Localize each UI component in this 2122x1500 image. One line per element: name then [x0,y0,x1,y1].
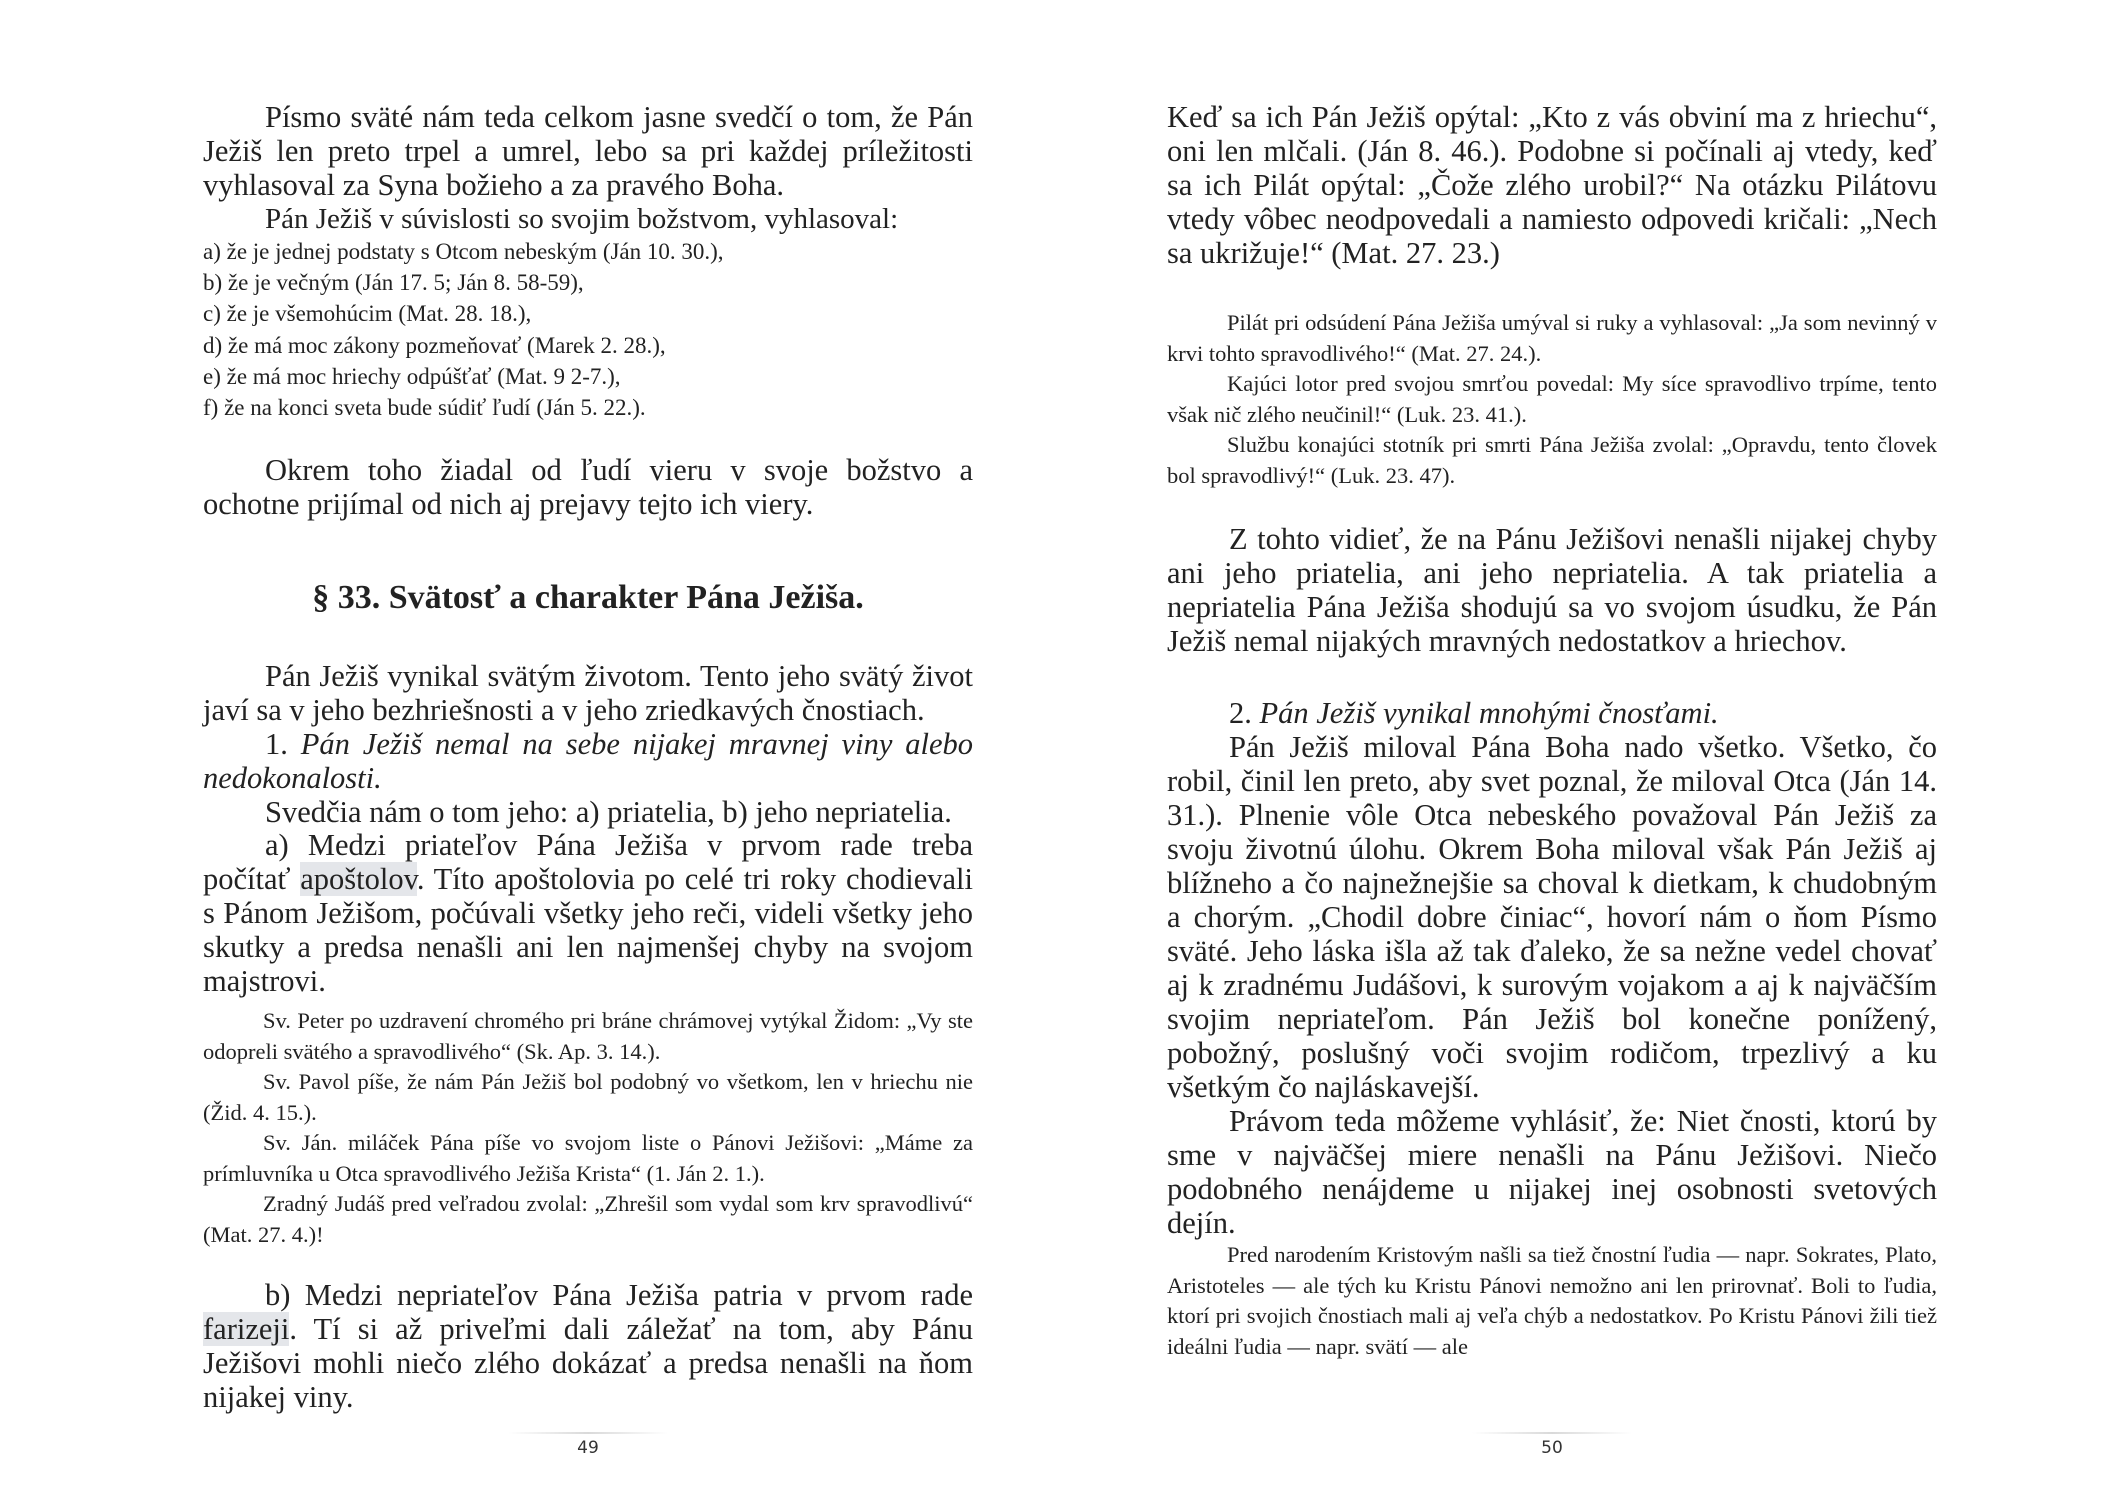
divinity-list [203,236,973,423]
enemies-text-end: . Tí si až priveľmi dali záležať na tom, aby Pánu Ježišovi mohli niečo zlého dokázať a predsa nenašli na ňom nijakej viny. [203,1312,973,1414]
right-page [1167,0,1937,1500]
page-number: 50 [1541,1438,1563,1458]
friends-block [203,828,973,998]
friends-notes [203,1006,973,1250]
list-item: a) že je jednej podstaty s Otcom nebeským (Ján 10. 30.), [203,239,724,264]
point-number: 1. [265,727,301,761]
footer-rule [508,1432,668,1434]
conclusion-block [1167,522,1937,658]
enemies-paragraph [203,1278,973,1414]
list-item: b) že je večným (Ján 17. 5; Ján 8. 58-59), [203,270,584,296]
friends-text-end: . Títo apoštolovia po celé tri roky chodievali s Pánom Ježišom, počúvali všetky jeho reči, videli všetky jeho skutky a predsa nenašli ani len najmenšej chyby na svojom majstrovi. [203,862,973,998]
section-heading: § 33. Svätosť a charakter Pána Ježiša. [312,579,864,616]
note-thief: Kajúci lotor pred svojou smrťou povedal: My síce spravodlivo trpíme, tento však nič zlého neučinil!“ (Luk. 23. 41.). [1167,371,1937,427]
virtues-paragraph: Pán Ježiš miloval Pána Boha nado všetko. Všetko, čo robil, činil len preto, aby svet poznal, že miloval Otca (Ján 14. 31.). Plnenie vôle Otca nebeského považoval Pán Ježiš za svoju životnú úlohu. Okrem Boha miloval však Pán Ježiš aj blížneho a čo najnežnejšie sa choval k dietkam, k chudobným a chorým. „Chodil dobre činiac“, hovorí nám o ňom Písmo sväté. Jeho láska išla až tak ďaleko, že sa nežne vedel chovať aj k zradnému Judášovi, k surovým vojakom a aj k najväčším svojim nepriateľom. Pán Ježiš bol konečne ponížený, pobožný, poslušný voči svojim rodičom, trpezlivý a ku všetkým čo najláskavejší. [1167,730,1937,1104]
intro-paragraph: Písmo sväté nám teda celkom jasne svedčí o tom, že Pán Ježiš len preto trpel a umrel, lebo sa pri každej príležitosti vyhlasoval za Syna božieho a za pravého Boha. [203,100,973,202]
enemies-text-start: b) Medzi nepriateľov Pána Ježiša patria v prvom rade [265,1278,973,1312]
intro-block [203,100,973,423]
list-item: f) že na konci sveta bude súdiť ľudí (Ján 5. 22.). [203,395,646,421]
note-centurion: Službu konajúci stotník pri smrti Pána Ježiša zvolal: „Opravdu, tento človek bol spravodlivý!“ (Luk. 23. 47). [1167,432,1937,488]
enemies-block [203,1278,973,1414]
point-1-heading [203,727,973,795]
list-item: d) že má moc zákony pozmeňovať (Marek 2. 28.), [203,332,666,358]
section-intro-block [203,659,973,829]
left-page [203,0,973,1500]
faith-block [203,453,973,521]
note-paul: Sv. Pavol píše, že nám Pán Ježiš bol podobný vo všetkom, len v hriechu nie (Žid. 4. 15.). [203,1069,973,1125]
questions-block [1167,100,1937,270]
note-judas: Zradný Judáš pred veľradou zvolal: „Zhrešil som vydal som krv spravodlivú“ (Mat. 27. 4.)! [203,1191,973,1247]
highlighted-word-pharisees: farizeji [203,1312,290,1346]
page-footer [203,1432,973,1458]
virtues-block [1167,696,1937,1240]
page-number: 49 [577,1438,599,1458]
point-2-heading [1167,696,1937,730]
point-2-title: Pán Ježiš vynikal mnohými čnosťami. [1259,696,1719,730]
footer-rule [1472,1432,1632,1434]
list-item: c) že je všemohúcim (Mat. 28. 18.), [203,301,532,327]
friends-paragraph [203,828,973,998]
faith-paragraph: Okrem toho žiadal od ľudí vieru v svoje božstvo a ochotne prijímal od nich aj prejavy tejto ich viery. [203,453,973,521]
highlighted-word-apostles: apoštolov [300,862,417,896]
final-note-block [1167,1240,1937,1362]
list-item: e) že má moc hriechy odpúšťať (Mat. 9 2-7.), [203,363,621,389]
note-pilate: Pilát pri odsúdení Pána Ježiša umýval si ruky a vyhlasoval: „Ja som nevinný v krvi tohto spravodlivého!“ (Mat. 27. 24.). [1167,310,1937,366]
point-1-title: Pán Ježiš nemal na sebe nijakej mravnej viny alebo nedokonalosti. [203,727,973,795]
divinity-intro: Pán Ježiš v súvislosti so svojim božstvom, vyhlasoval: [265,203,899,235]
conclusion-paragraph: Z tohto vidieť, že na Pánu Ježišovi nenašli nijakej chyby ani jeho priatelia, ani jeho nepriatelia. A tak priatelia a nepriatelia Pána Ježiša shodujú sa vo svojom úsudku, že Pán Ježiš nemal nijakých mravných nedostatkov a hriechov. [1167,522,1937,658]
page-footer [1167,1432,1937,1458]
friends-text-start: a) Medzi priateľov Pána Ježiša v prvom rade treba počítať [203,828,973,896]
section-intro-paragraph: Pán Ježiš vynikal svätým životom. Tento jeho svätý život javí sa v jeho bezhriešnosti a v jeho zriedkavých čnostiach. [203,659,973,727]
note-before-christ: Pred narodením Kristovým našli sa tiež čnostní ľudia — napr. Sokrates, Plato, Aristoteles — ale tých ku Kristu Pánovi nemožno ani len prirovnať. Boli to ľudia, ktorí pri svojich čnostiach mali aj veľa chýb a nedostatkov. Po Kristu Pánovi žili tiež ideálni ľudia — napr. svätí — ale [1167,1242,1937,1359]
virtues-summary: Právom teda môžeme vyhlásiť, že: Niet čnosti, ktorú by sme v najväčšej miere nenašli na Pánu Ježišovi. Niečo podobného nenájdeme u nijakej inej osobnosti svetových dejín. [1167,1104,1937,1240]
point-number: 2. [1229,696,1260,730]
note-john: Sv. Ján. miláček Pána píše vo svojom liste o Pánovi Ježišovi: „Máme za prímluvníka u Otca spravodlivého Ježiša Krista“ (1. Ján 2. 1.). [203,1130,973,1186]
witnesses-paragraph: Svedčia nám o tom jeho: a) priatelia, b) jeho nepriatelia. [265,795,952,829]
witness-notes [1167,308,1937,491]
note-peter: Sv. Peter po uzdravení chromého pri bráne chrámovej vytýkal Židom: „Vy ste odopreli svätého a spravodlivého“ (Sk. Ap. 3. 14.). [203,1008,973,1064]
questions-paragraph: Keď sa ich Pán Ježiš opýtal: „Kto z vás obviní ma z hriechu“, oni len mlčali. (Ján 8. 46.). Podobne si počínali aj vtedy, keď sa ich Pilát opýtal: „Čože zlého urobil?“ Na otázku Pilátovu vtedy vôbec neodpovedali a namiesto odpovedi kričali: „Nech sa ukrižuje!“ (Mat. 27. 23.) [1167,100,1937,270]
